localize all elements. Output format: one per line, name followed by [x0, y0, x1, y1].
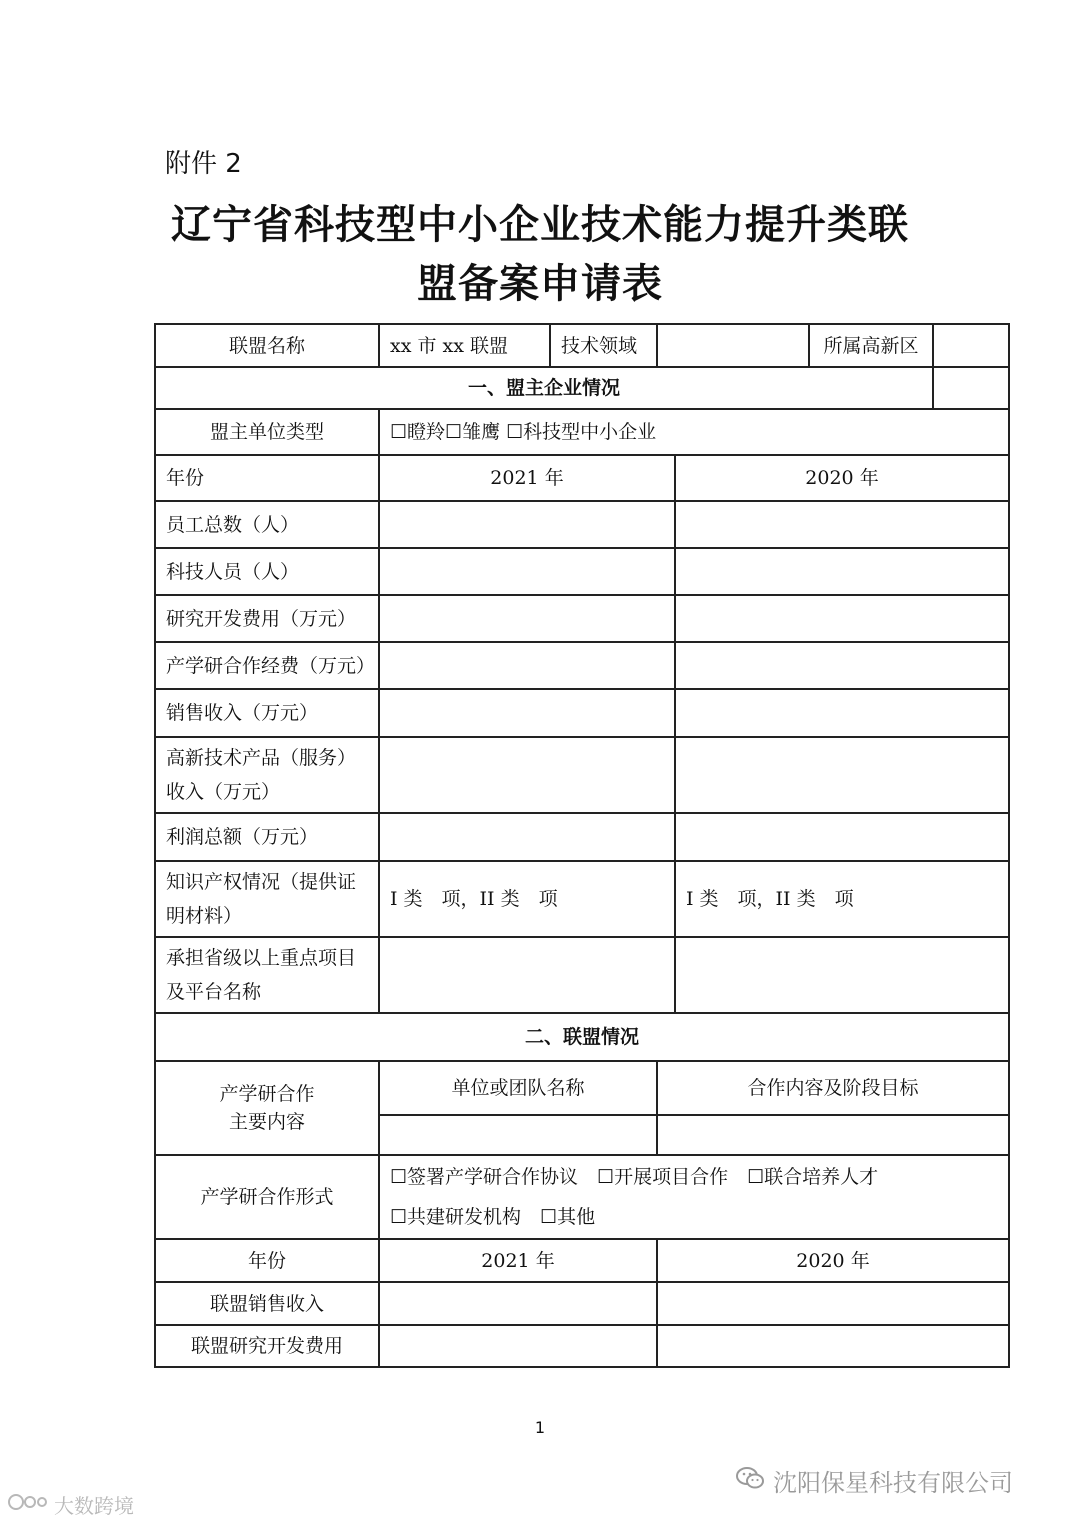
unit-name-header: 单位或团队名称 — [379, 1061, 657, 1115]
document-title-line2: 盟备案申请表 — [417, 261, 663, 307]
ip-label — [155, 861, 379, 937]
alliance-year-2020: 2020 年 — [657, 1239, 1009, 1282]
attachment-label: 附件 2 — [165, 149, 242, 179]
alliance-year-label: 年份 — [155, 1239, 379, 1282]
ip-value-2020[interactable]: I 类 项，II 类 项 — [675, 861, 1009, 937]
alliance-sales-2020[interactable] — [657, 1282, 1009, 1325]
alliance-sales-label: 联盟销售收入 — [155, 1282, 379, 1325]
projects-label — [155, 937, 379, 1013]
year-2021-header: 2021 年 — [379, 455, 675, 501]
watermark-brand — [6, 1490, 134, 1519]
tech-staff-2021[interactable] — [379, 548, 675, 595]
sales-income-2021[interactable] — [379, 689, 675, 737]
staff-total-2020[interactable] — [675, 501, 1009, 548]
alliance-name-value[interactable]: xx 市 xx 联盟 — [379, 324, 550, 367]
coop-form-options-line1[interactable]: ☐签署产学研合作协议 ☐开展项目合作 ☐联合培养人才 — [390, 1166, 879, 1188]
alliance-rd-2020[interactable] — [657, 1325, 1009, 1367]
rd-expense-2021[interactable] — [379, 595, 675, 642]
alliance-name-label: 联盟名称 — [155, 324, 379, 367]
projects-label-line1: 承担省级以上重点项目 — [166, 947, 357, 969]
coop-funding-2020[interactable] — [675, 642, 1009, 689]
rd-expense-2020[interactable] — [675, 595, 1009, 642]
alliance-rd-2021[interactable] — [379, 1325, 657, 1367]
watermark-company-text: 沈阳保星科技有限公司 — [773, 1469, 1013, 1497]
tech-field-value[interactable] — [657, 324, 809, 367]
sales-income-label: 销售收入（万元） — [155, 689, 379, 737]
hightech-income-2021[interactable] — [379, 737, 675, 813]
projects-label-line2: 及平台名称 — [166, 981, 262, 1003]
coop-content-label-line1: 产学研合作 — [219, 1083, 315, 1105]
hightech-income-label-line1: 高新技术产品（服务） — [166, 747, 357, 769]
rd-expense-label: 研究开发费用（万元） — [155, 595, 379, 642]
tech-staff-2020[interactable] — [675, 548, 1009, 595]
profit-2021[interactable] — [379, 813, 675, 861]
coop-form-label: 产学研合作形式 — [155, 1155, 379, 1239]
ip-label-line1: 知识产权情况（提供证 — [166, 871, 357, 893]
application-form-table — [154, 323, 1010, 1368]
projects-2021[interactable] — [379, 937, 675, 1013]
tech-field-label: 技术领域 — [550, 324, 657, 367]
hightech-income-2020[interactable] — [675, 737, 1009, 813]
coop-form-options[interactable] — [379, 1155, 1009, 1239]
sales-income-2020[interactable] — [675, 689, 1009, 737]
profit-2020[interactable] — [675, 813, 1009, 861]
leader-type-options[interactable]: ☐瞪羚☐雏鹰 ☐科技型中小企业 — [379, 409, 1009, 455]
unit-name-value[interactable] — [379, 1115, 657, 1155]
coop-goal-header: 合作内容及阶段目标 — [657, 1061, 1009, 1115]
section-leader-enterprise: 一、盟主企业情况 — [155, 367, 933, 409]
alliance-sales-2021[interactable] — [379, 1282, 657, 1325]
coop-content-label — [155, 1061, 379, 1155]
ip-label-line2: 明材料） — [166, 905, 243, 927]
section1-blank-cell — [933, 367, 1009, 409]
hightech-income-label — [155, 737, 379, 813]
section-alliance: 二、联盟情况 — [155, 1013, 1009, 1061]
year-2020-header: 2020 年 — [675, 455, 1009, 501]
coop-goal-value[interactable] — [657, 1115, 1009, 1155]
wechat-icon — [735, 1465, 765, 1497]
coop-funding-label: 产学研合作经费（万元） — [155, 642, 379, 689]
coop-content-label-line2: 主要内容 — [228, 1111, 305, 1133]
watermark-brand-text: 大数跨境 — [54, 1494, 134, 1518]
coop-funding-2021[interactable] — [379, 642, 675, 689]
leader-type-label: 盟主单位类型 — [155, 409, 379, 455]
alliance-year-2021: 2021 年 — [379, 1239, 657, 1282]
document-title-line1: 辽宁省科技型中小企业技术能力提升类联 — [171, 202, 909, 248]
profit-label: 利润总额（万元） — [155, 813, 379, 861]
hightech-income-label-line2: 收入（万元） — [166, 781, 281, 803]
staff-total-label: 员工总数（人） — [155, 501, 379, 548]
tech-staff-label: 科技人员（人） — [155, 548, 379, 595]
alliance-rd-label: 联盟研究开发费用 — [155, 1325, 379, 1367]
staff-total-2021[interactable] — [379, 501, 675, 548]
ip-value-2021[interactable]: I 类 项，II 类 项 — [379, 861, 675, 937]
projects-2020[interactable] — [675, 937, 1009, 1013]
brand-logo-icon — [6, 1490, 50, 1519]
hightech-zone-label: 所属高新区 — [809, 324, 933, 367]
page-number: 1 — [534, 1418, 546, 1437]
year-label: 年份 — [155, 455, 379, 501]
coop-form-options-line2[interactable]: ☐共建研发机构 ☐其他 — [390, 1206, 596, 1228]
watermark-company — [735, 1463, 1013, 1498]
hightech-zone-value[interactable] — [933, 324, 1009, 367]
